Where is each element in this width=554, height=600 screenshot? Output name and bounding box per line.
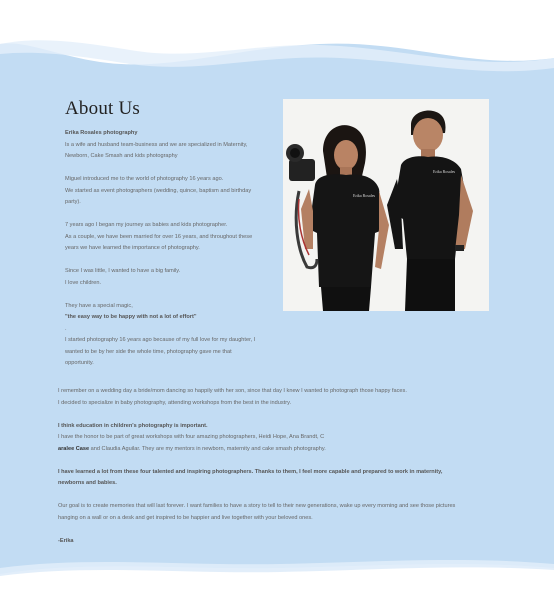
couple-photo-illustration (283, 99, 489, 311)
signature: -Erika (58, 537, 74, 544)
shirt-logo-man: Erika Rosales (433, 169, 456, 174)
story-line-rest: and Claudia Aguilar. They are my mentors in newborn, maternity and cake smash photography. (89, 445, 326, 452)
story-line: I think education in children's photography is important. (58, 422, 208, 429)
story-line (58, 444, 498, 456)
intro-line: opportunity. (65, 360, 94, 366)
shirt-logo-woman: Erika Rosales (353, 193, 376, 198)
intro-line: Miguel introduced me to the world of photography 16 years ago. (65, 176, 224, 182)
intro-line: They have a special magic, (65, 302, 133, 309)
story-line: I have the honor to be part of great workshops with four amazing photographers, Heidi Hope, Ana Brandt, C (58, 434, 325, 440)
intro-line: We started as event photographers (wedding, quince, baptism and birthday (65, 187, 252, 194)
intro-line: I love children. (65, 279, 102, 286)
intro-line: . (65, 325, 67, 332)
couple-photo (283, 99, 489, 311)
intro-line: Is a wife and husband team-business and we are specialized in Maternity, (65, 141, 248, 148)
story-line: newborns and babies. (58, 480, 117, 486)
intro-line: years we have learned the importance of photography. (65, 245, 200, 251)
intro-line: 7 years ago I began my journey as babies and kids photographer. (65, 222, 228, 228)
page-title: About Us (65, 98, 140, 119)
story-line: Our goal is to create memories that will last forever. I want families to have a story to tell to their new generations, wake up every morning and see those pictures (58, 503, 456, 509)
story-line: I have learned a lot from these four talented and inspiring photographers. Thanks to them, I feel more capable and prepared to work in maternity, (58, 468, 443, 475)
intro-quote: "the easy way to be happy with not a lot of effort" (65, 314, 197, 320)
intro-heading: Erika Rosales photography (65, 130, 138, 136)
intro-line: As a couple, we have been married for over 16 years, and throughout these (65, 233, 253, 240)
story-line: I decided to specialize in baby photography, attending workshops from the best in the industry. (58, 399, 292, 406)
intro-line: wanted to be by her side the whole time, photography gave me that (65, 348, 232, 355)
story-text (58, 386, 498, 547)
intro-line: party). (65, 199, 81, 205)
story-line: I remember on a wedding day a bride/mom dancing so happily with her son, since that day I knew I wanted to photograph those happy faces. (58, 388, 407, 394)
intro-text (65, 128, 277, 370)
intro-line: Newborn, Cake Smash and kids photography (65, 153, 178, 159)
intro-line: Since I was little, I wanted to have a big family. (65, 268, 181, 274)
story-bold-name: aralee Case (58, 445, 90, 452)
story-line: hanging on a wall or on a desk and get inspired to be happier and live together with your beloved ones. (58, 514, 313, 521)
intro-line: I started photography 16 years ago because of my full love for my daughter, I (65, 337, 256, 343)
